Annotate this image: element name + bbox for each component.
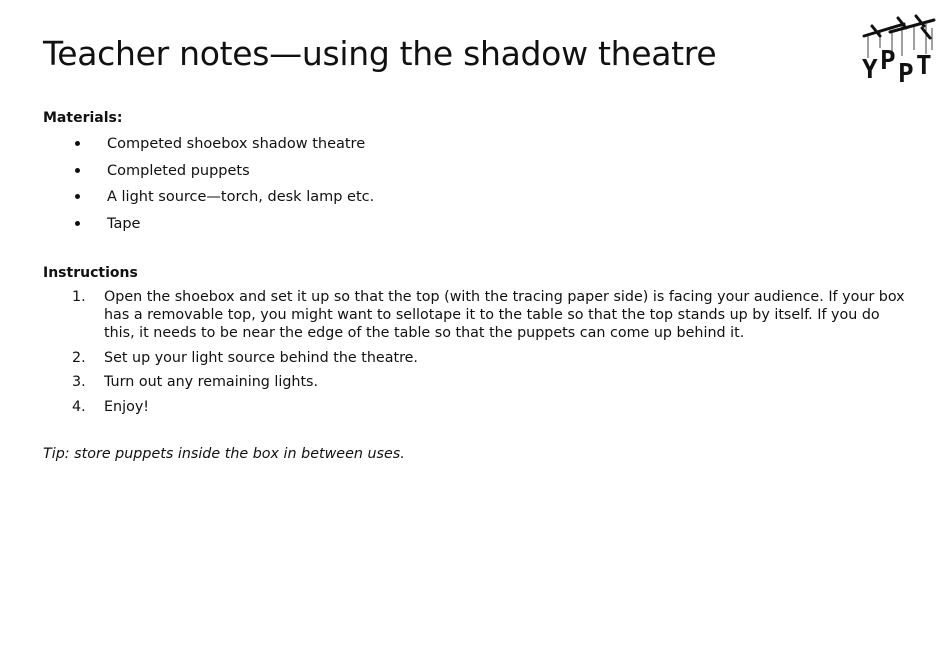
logo-letter-p2: P bbox=[898, 59, 914, 86]
material-label: Completed puppets bbox=[107, 162, 250, 179]
instructions-heading: Instructions bbox=[43, 265, 138, 281]
step-number: 4. bbox=[72, 398, 86, 415]
step-number: 3. bbox=[72, 374, 86, 390]
marionette-puppet-icon bbox=[864, 16, 934, 38]
list-item bbox=[43, 214, 643, 241]
list-item bbox=[43, 161, 643, 188]
list-item bbox=[43, 134, 643, 161]
bullet-icon bbox=[75, 221, 80, 226]
list-item bbox=[43, 349, 913, 367]
materials-list bbox=[43, 134, 643, 240]
page-title: Teacher notes—using the shadow theatre bbox=[43, 34, 717, 73]
material-label: A light source—torch, desk lamp etc. bbox=[107, 189, 375, 205]
logo-letter-t: T bbox=[916, 51, 932, 81]
step-number: 2. bbox=[72, 349, 86, 366]
tip-text: Tip: store puppets inside the box in between uses. bbox=[43, 446, 405, 462]
instructions-list bbox=[43, 288, 913, 422]
list-item bbox=[43, 187, 643, 214]
logo-letter-y: Y bbox=[862, 55, 878, 85]
bullet-icon bbox=[75, 194, 80, 199]
material-label: Competed shoebox shadow theatre bbox=[107, 136, 366, 152]
material-label: Tape bbox=[107, 215, 141, 232]
bullet-icon bbox=[75, 141, 80, 146]
yppt-logo bbox=[858, 14, 942, 86]
list-item bbox=[43, 373, 913, 391]
step-text: Open the shoebox and set it up so that the top (with the tracing paper side) is facing your audience. If your box has a removable top, you might want to sellotape it to the table so that the top stands up by itself. If you do this, it needs to be near the edge of the table so that the puppets can come up behind it. bbox=[104, 289, 905, 341]
materials-heading: Materials: bbox=[43, 110, 123, 126]
list-item bbox=[43, 288, 913, 342]
step-text: Turn out any remaining lights. bbox=[104, 374, 319, 390]
list-item bbox=[43, 398, 913, 416]
bullet-icon bbox=[75, 168, 80, 173]
step-number: 1. bbox=[72, 289, 86, 305]
logo-letter-p1: P bbox=[880, 46, 896, 76]
step-text: Enjoy! bbox=[104, 398, 150, 415]
step-text: Set up your light source behind the theatre. bbox=[104, 349, 418, 366]
